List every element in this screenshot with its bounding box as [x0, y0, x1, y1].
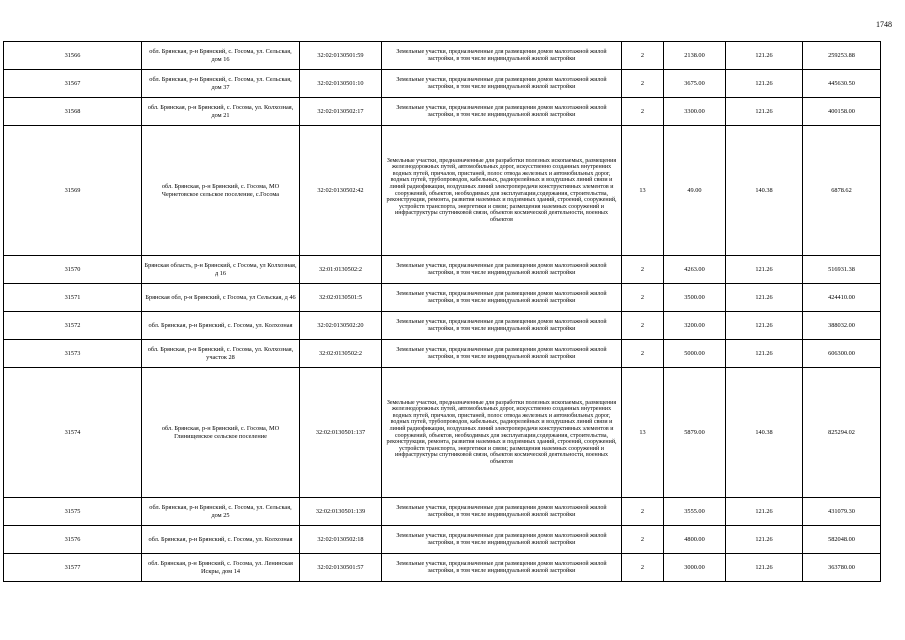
- land-use-purpose: Земельные участки, предназначенные для размещения домов малоэтажной жилой застройки, в том числе индивидуальной жилой застройки: [382, 498, 622, 526]
- cadastral-value: 363780.00: [803, 554, 881, 582]
- cadastral-number: 32:02:0130501:57: [300, 554, 382, 582]
- land-use-purpose: Земельные участки, предназначенные для размещения домов малоэтажной жилой застройки, в том числе индивидуальной жилой застройки: [382, 42, 622, 70]
- specific-value: 140.38: [726, 368, 803, 498]
- cadastral-value: 606300.00: [803, 340, 881, 368]
- table-row: [4, 126, 881, 256]
- group-number: 2: [622, 256, 664, 284]
- group-number: 2: [622, 312, 664, 340]
- land-use-purpose: Земельные участки, предназначенные для размещения домов малоэтажной жилой застройки, в том числе индивидуальной жилой застройки: [382, 554, 622, 582]
- specific-value: 121.26: [726, 498, 803, 526]
- table-body: [4, 42, 881, 582]
- area-value: 3200.00: [664, 312, 726, 340]
- area-value: 2138.00: [664, 42, 726, 70]
- table-row: [4, 312, 881, 340]
- area-value: 3675.00: [664, 70, 726, 98]
- land-use-purpose: Земельные участки, предназначенные для размещения домов малоэтажной жилой застройки, в том числе индивидуальной жилой застройки: [382, 284, 622, 312]
- area-value: 3555.00: [664, 498, 726, 526]
- record-number: 31577: [4, 554, 142, 582]
- area-value: 3500.00: [664, 284, 726, 312]
- record-number: 31574: [4, 368, 142, 498]
- cadastral-number: 32:02:0130501:59: [300, 42, 382, 70]
- group-number: 2: [622, 98, 664, 126]
- cadastral-number: 32:01:0130502:2: [300, 256, 382, 284]
- cadastral-number: 32:02:0130502:17: [300, 98, 382, 126]
- cadastral-number: 32:02:0130502:18: [300, 526, 382, 554]
- cadastral-value: 582048.00: [803, 526, 881, 554]
- address-cell: обл. Брянская, р-н Брянский, с. Госома, МО Глинищевское сельское поселение: [142, 368, 300, 498]
- table-row: [4, 554, 881, 582]
- specific-value: 121.26: [726, 70, 803, 98]
- specific-value: 121.26: [726, 526, 803, 554]
- specific-value: 121.26: [726, 256, 803, 284]
- cadastral-value: 825294.02: [803, 368, 881, 498]
- area-value: 5000.00: [664, 340, 726, 368]
- address-cell: обл. Брянская, р-н Брянский, с. Госома, ул. Колхозная, участок 28: [142, 340, 300, 368]
- table-row: [4, 42, 881, 70]
- specific-value: 121.26: [726, 340, 803, 368]
- group-number: 2: [622, 554, 664, 582]
- cadastral-value: 388032.00: [803, 312, 881, 340]
- land-use-purpose: Земельные участки, предназначенные для разработки полезных ископаемых, размещения железнодорожных путей, автомобильных дорог, искусственно созданных внутренних водных путей, причалов, пристаней, полос отвода железных и автомобильных дорог, водных путей, трубопроводов, кабельных, радиорелейных и воздушных линий связи и линий радиофикации, воздушных линий электропередачи конструктивных элементов и сооружений, объектов, необходимых для эксплуатации,содержания, строительства, реконструкции, ремонта, развития наземных и подземных зданий, строений, сооружений, устройств транспорта, энергетики и связи; размещения наземных сооружений и инфраструктуры спутниковой связи, объектов космической деятельности, военных объектов: [382, 368, 622, 498]
- group-number: 2: [622, 498, 664, 526]
- area-value: 3300.00: [664, 98, 726, 126]
- page-number: 1748: [876, 20, 892, 29]
- cadastral-value: 259253.88: [803, 42, 881, 70]
- record-number: 31567: [4, 70, 142, 98]
- cadastral-value-table: [3, 41, 881, 582]
- address-cell: обл. Брянская, р-н Брянский, с. Госома, ул. Колхозная, дом 21: [142, 98, 300, 126]
- cadastral-number: 32:02:0130502:20: [300, 312, 382, 340]
- table-row: [4, 70, 881, 98]
- record-number: 31568: [4, 98, 142, 126]
- cadastral-value: 516931.38: [803, 256, 881, 284]
- cadastral-number: 32:02:0130502:2: [300, 340, 382, 368]
- specific-value: 121.26: [726, 554, 803, 582]
- land-use-purpose: Земельные участки, предназначенные для размещения домов малоэтажной жилой застройки, в том числе индивидуальной жилой застройки: [382, 526, 622, 554]
- record-number: 31566: [4, 42, 142, 70]
- area-value: 5879.00: [664, 368, 726, 498]
- specific-value: 140.38: [726, 126, 803, 256]
- cadastral-value: 6878.62: [803, 126, 881, 256]
- cadastral-value: 424410.00: [803, 284, 881, 312]
- group-number: 13: [622, 368, 664, 498]
- land-use-purpose: Земельные участки, предназначенные для размещения домов малоэтажной жилой застройки, в том числе индивидуальной жилой застройки: [382, 312, 622, 340]
- record-number: 31569: [4, 126, 142, 256]
- group-number: 2: [622, 340, 664, 368]
- group-number: 2: [622, 70, 664, 98]
- record-number: 31573: [4, 340, 142, 368]
- table-row: [4, 340, 881, 368]
- address-cell: обл. Брянская, р-н Брянский, с. Госома, ул. Колхозная: [142, 526, 300, 554]
- specific-value: 121.26: [726, 42, 803, 70]
- address-cell: Брянская область, р-н Брянский, с Госома, ул Колхозная, д 16: [142, 256, 300, 284]
- cadastral-number: 32:02:0130501:5: [300, 284, 382, 312]
- table-row: [4, 498, 881, 526]
- group-number: 2: [622, 284, 664, 312]
- land-use-purpose: Земельные участки, предназначенные для размещения домов малоэтажной жилой застройки, в том числе индивидуальной жилой застройки: [382, 98, 622, 126]
- cadastral-value: 445630.50: [803, 70, 881, 98]
- table-row: [4, 526, 881, 554]
- specific-value: 121.26: [726, 284, 803, 312]
- land-use-purpose: Земельные участки, предназначенные для разработки полезных ископаемых, размещения железнодорожных путей, автомобильных дорог, искусственно созданных внутренних водных путей, причалов, пристаней, полос отвода железных и автомобильных дорог, водных путей, трубопроводов, кабельных, радиорелейных и воздушных линий связи и линий радиофикации, воздушных линий электропередачи конструктивных элементов и сооружений, объектов, необходимых для эксплуатации,содержания, строительства, реконструкции, ремонта, развития наземных и подземных зданий, строений, сооружений, устройств транспорта, энергетики и связи; размещения наземных сооружений и инфраструктуры спутниковой связи, объектов космической деятельности, военных объектов: [382, 126, 622, 256]
- cadastral-number: 32:02:0130502:42: [300, 126, 382, 256]
- area-value: 4800.00: [664, 526, 726, 554]
- group-number: 2: [622, 526, 664, 554]
- land-use-purpose: Земельные участки, предназначенные для размещения домов малоэтажной жилой застройки, в том числе индивидуальной жилой застройки: [382, 340, 622, 368]
- record-number: 31576: [4, 526, 142, 554]
- table-row: [4, 256, 881, 284]
- address-cell: обл. Брянская, р-н Брянский, с. Госома, ул. Колхозная: [142, 312, 300, 340]
- cadastral-value: 400158.00: [803, 98, 881, 126]
- cadastral-value: 431079.30: [803, 498, 881, 526]
- area-value: 3000.00: [664, 554, 726, 582]
- record-number: 31572: [4, 312, 142, 340]
- record-number: 31575: [4, 498, 142, 526]
- address-cell: обл. Брянская, р-н Брянский, с. Госома, МО Чернетовское сельское поселение, с.Госома: [142, 126, 300, 256]
- address-cell: обл. Брянская, р-н Брянский, с. Госома, ул. Сельская, дом 25: [142, 498, 300, 526]
- table-row: [4, 98, 881, 126]
- group-number: 13: [622, 126, 664, 256]
- address-cell: обл. Брянская, р-н Брянский, с. Госома, ул. Сельская, дом 16: [142, 42, 300, 70]
- cadastral-number: 32:02:0130501:139: [300, 498, 382, 526]
- record-number: 31571: [4, 284, 142, 312]
- land-use-purpose: Земельные участки, предназначенные для размещения домов малоэтажной жилой застройки, в том числе индивидуальной жилой застройки: [382, 256, 622, 284]
- address-cell: обл. Брянская, р-н Брянский, с. Госома, ул. Сельская, дом 37: [142, 70, 300, 98]
- table-row: [4, 284, 881, 312]
- address-cell: Брянская обл, р-н Брянский, с Госома, ул Сельская, д 46: [142, 284, 300, 312]
- cadastral-number: 32:02:0130501:137: [300, 368, 382, 498]
- group-number: 2: [622, 42, 664, 70]
- record-number: 31570: [4, 256, 142, 284]
- cadastral-number: 32:02:0130501:10: [300, 70, 382, 98]
- specific-value: 121.26: [726, 312, 803, 340]
- area-value: 49.00: [664, 126, 726, 256]
- table-row: [4, 368, 881, 498]
- land-use-purpose: Земельные участки, предназначенные для размещения домов малоэтажной жилой застройки, в том числе индивидуальной жилой застройки: [382, 70, 622, 98]
- address-cell: обл. Брянская, р-н Брянский, с. Госома, ул. Ленинская Искры, дом 14: [142, 554, 300, 582]
- area-value: 4263.00: [664, 256, 726, 284]
- specific-value: 121.26: [726, 98, 803, 126]
